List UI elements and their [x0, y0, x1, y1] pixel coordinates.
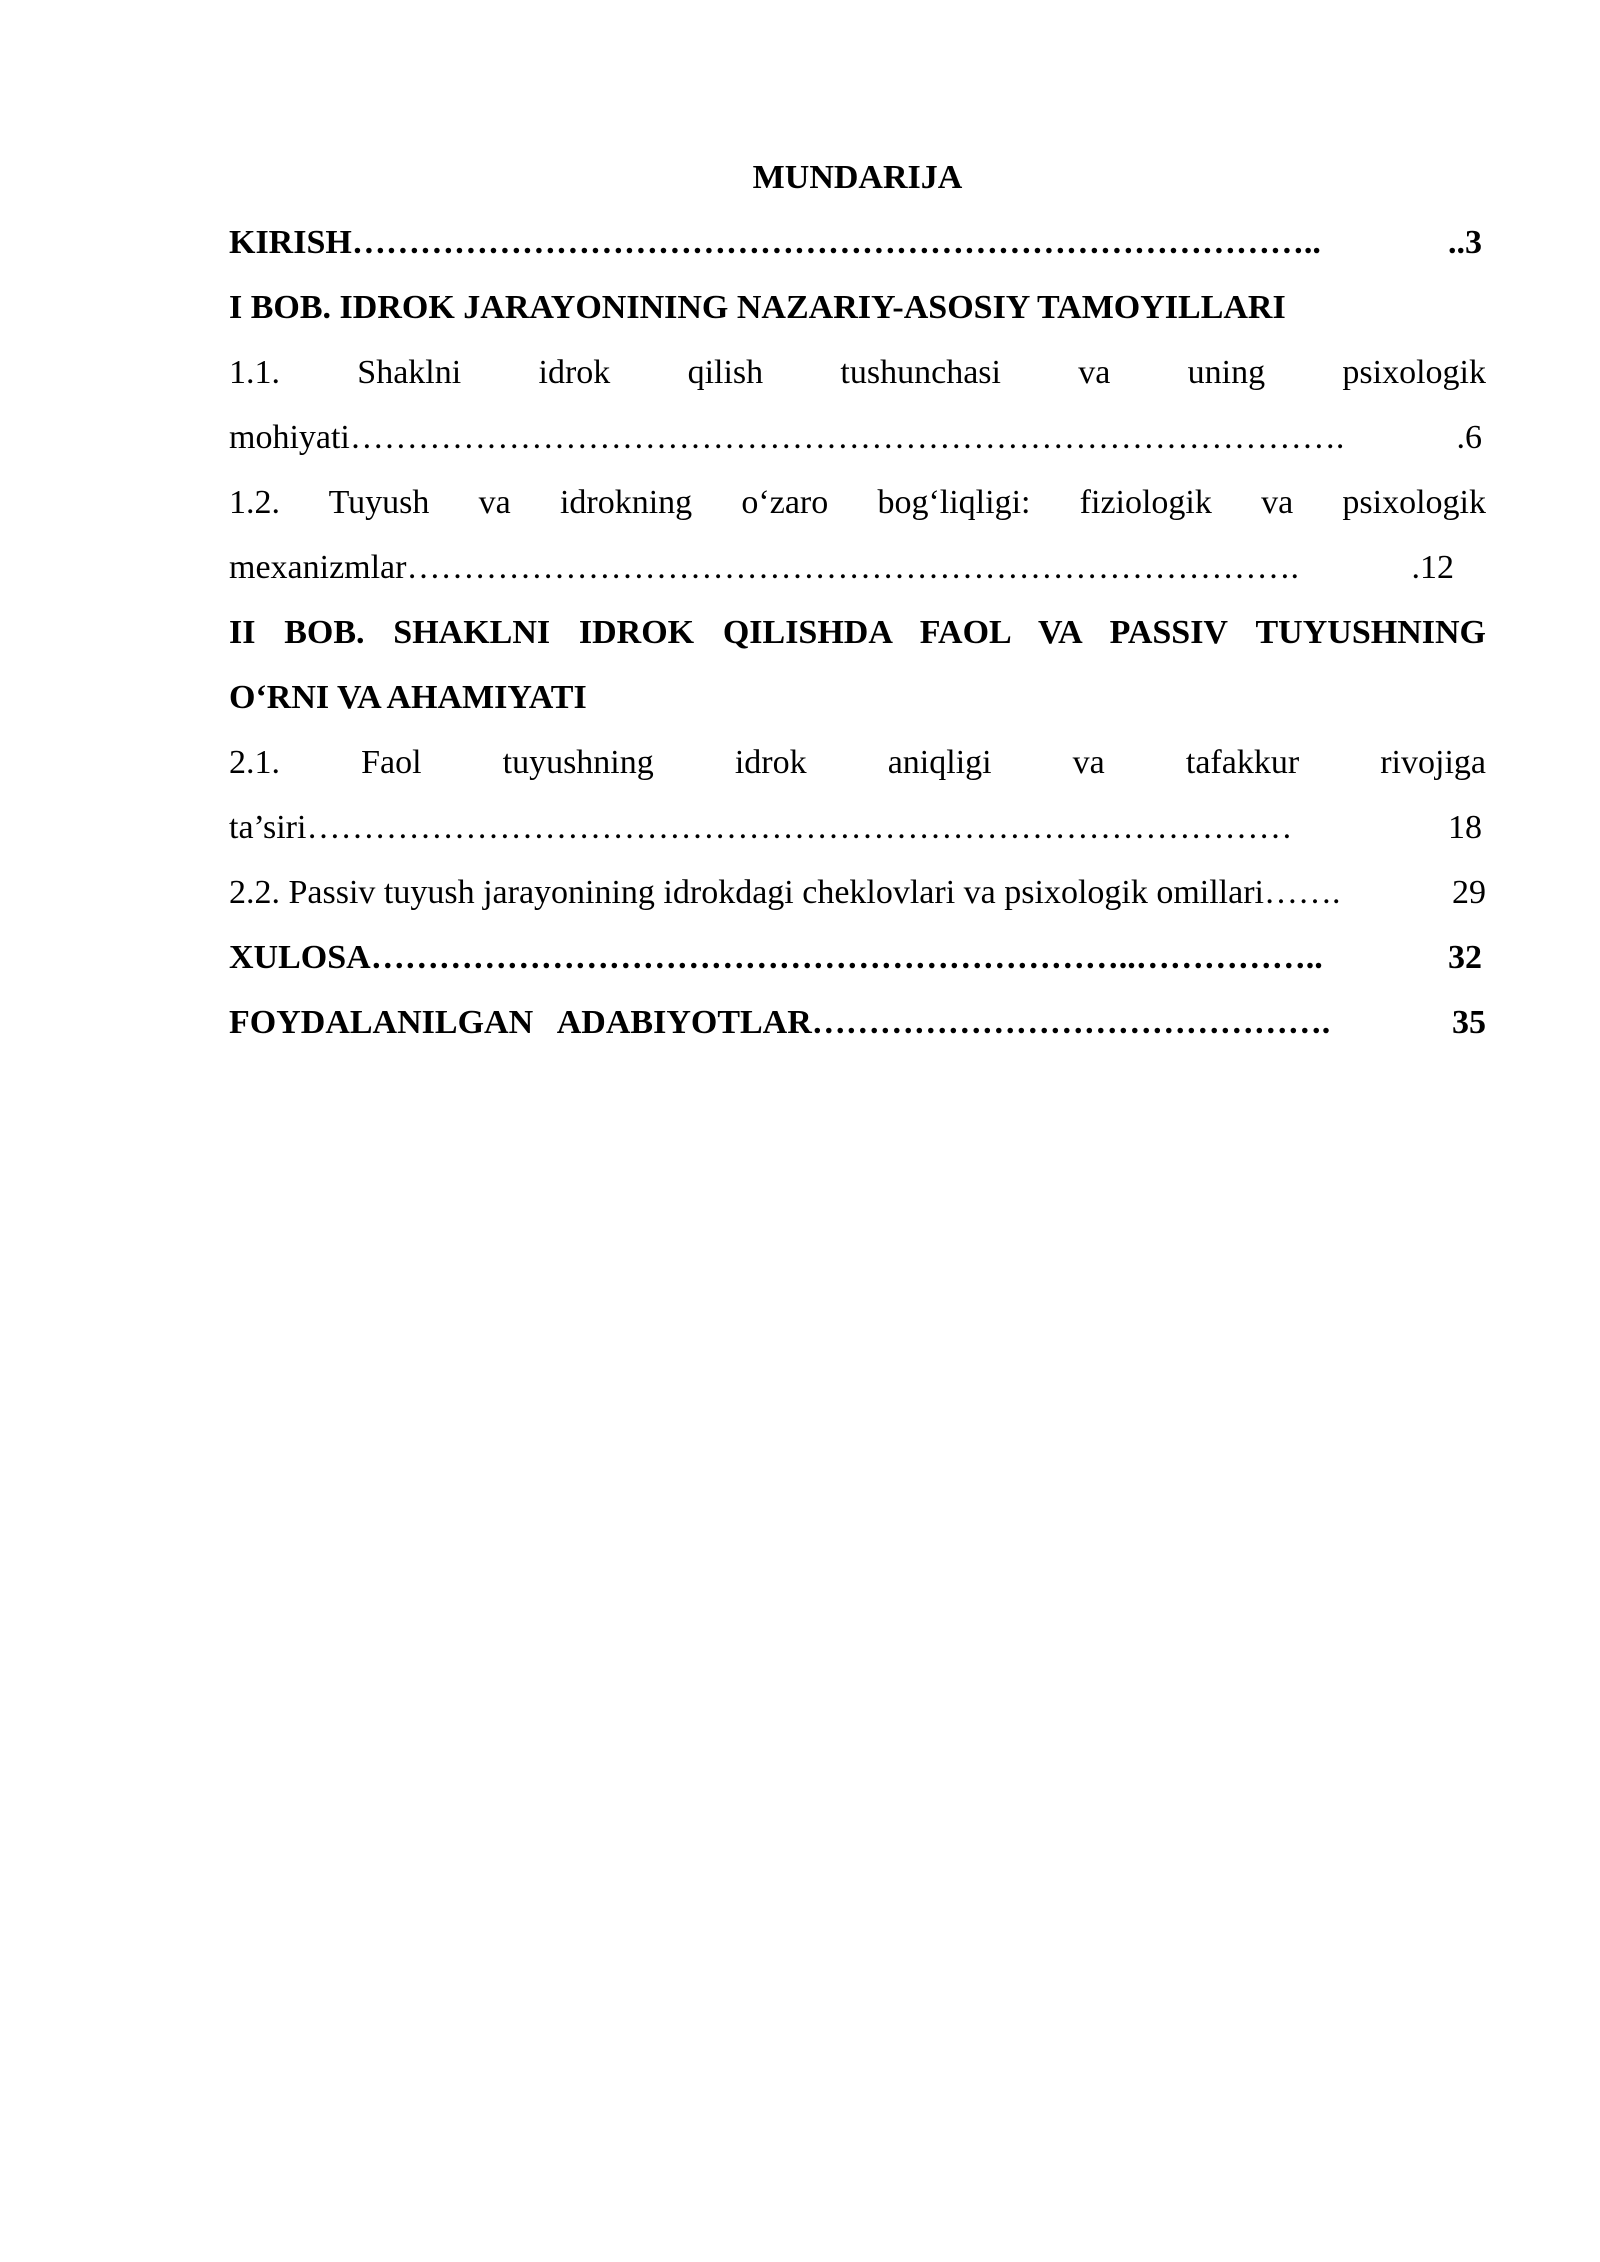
- toc-entry-1-1-line1[interactable]: [229, 340, 1486, 405]
- toc-entry-1-2-line1[interactable]: [229, 470, 1486, 535]
- toc-entry-2-1-line2[interactable]: [229, 795, 1486, 860]
- toc-entry-2-1-line1[interactable]: [229, 730, 1486, 795]
- toc-dot-leader: …….: [1263, 874, 1341, 911]
- toc-entry-label: 2.1. Faol tuyushning idrok aniqligi va tafakkur rivojiga: [229, 744, 1486, 781]
- toc-page-number: 18: [1448, 809, 1482, 846]
- table-of-contents: [229, 145, 1486, 1055]
- toc-entry-label: 1.2. Tuyush va idrokning o‘zaro bog‘liqligi: fiziologik va psixologik: [229, 484, 1486, 521]
- toc-page-number: .6: [1456, 419, 1482, 456]
- toc-chapter-2-heading-line1[interactable]: [229, 600, 1486, 665]
- toc-title: MUNDARIJA: [752, 159, 963, 196]
- toc-page-number: 29: [1452, 874, 1486, 911]
- toc-entry-kirish[interactable]: [229, 210, 1486, 275]
- toc-entry-1-2-line2[interactable]: [229, 535, 1486, 600]
- toc-entry-2-2[interactable]: [229, 860, 1486, 925]
- toc-entry-label: O‘RNI VA AHAMIYATI: [229, 679, 587, 716]
- toc-dot-leader: ……………………………………………………………………………: [306, 809, 1293, 846]
- toc-entry-label: 2.2. Passiv tuyush jarayonining idrokdagi cheklovlari va psixologik omillari: [229, 874, 1264, 911]
- toc-chapter-2-heading-line2[interactable]: [229, 665, 1486, 730]
- toc-entry-label: mohiyati: [229, 419, 350, 456]
- toc-entry-label: II BOB. SHAKLNI IDROK QILISHDA FAOL VA PASSIV TUYUSHNING: [229, 614, 1486, 651]
- toc-entry-label: KIRISH: [229, 224, 352, 261]
- toc-chapter-1-heading[interactable]: [229, 275, 1486, 340]
- toc-entry-label: XULOSA: [229, 939, 371, 976]
- toc-page-number: ..3: [1448, 224, 1482, 261]
- toc-page-number: 35: [1452, 1004, 1486, 1041]
- toc-entry-xulosa[interactable]: [229, 925, 1486, 990]
- toc-dot-leader: …………………………………………………………..……………..: [370, 939, 1323, 976]
- toc-entry-label: ta’siri: [229, 809, 307, 846]
- toc-entry-label: mexanizmlar: [229, 549, 407, 586]
- toc-page-number: 32: [1448, 939, 1482, 976]
- toc-entry-1-1-line2[interactable]: [229, 405, 1486, 470]
- toc-entry-label: I BOB. IDROK JARAYONINING NAZARIY-ASOSIY TAMOYILLARI: [229, 289, 1286, 326]
- toc-dot-leader: ……………………………………….: [811, 1004, 1331, 1041]
- toc-dot-leader: …………………………………………………………………………….: [349, 419, 1345, 456]
- toc-page-number: .12: [1411, 549, 1454, 586]
- toc-entry-bibliography[interactable]: [229, 990, 1486, 1055]
- toc-entry-label: FOYDALANILGAN ADABIYOTLAR: [229, 1004, 812, 1041]
- toc-dot-leader: …………………………………………………………………………..: [351, 224, 1321, 261]
- toc-entry-label: 1.1. Shaklni idrok qilish tushunchasi va uning psixologik: [229, 354, 1486, 391]
- toc-dot-leader: …………………………………………………………………….: [406, 549, 1299, 586]
